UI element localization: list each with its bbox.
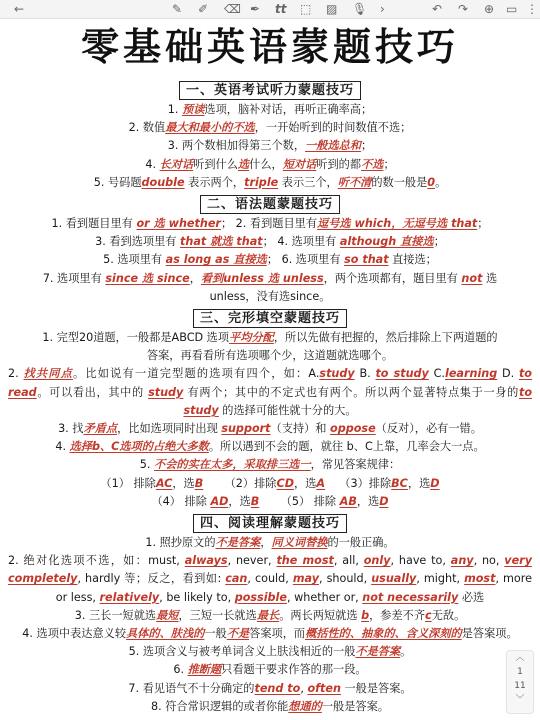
line-text: 1. 完型20道题，一般都是ABCD 选项 xyxy=(42,331,230,345)
highlighted-keyword: or 选 whether xyxy=(136,217,221,231)
tip-line xyxy=(8,661,532,679)
line-text: ，选 xyxy=(172,476,195,490)
tip-line xyxy=(8,534,532,552)
back-arrow-icon[interactable]: ← xyxy=(14,2,25,16)
tip-line xyxy=(8,270,532,288)
line-text: , no, xyxy=(473,554,505,568)
highlighted-keyword: study xyxy=(319,367,355,381)
line-text: ； xyxy=(361,139,373,153)
line-text: ； 4. 选项里有 xyxy=(262,235,340,249)
highlighted-keyword: BC xyxy=(391,476,408,490)
line-text: ，选 xyxy=(356,494,380,508)
line-text: , more or less, xyxy=(55,572,532,604)
section-heading: 一、英语考试听力蒙题技巧 xyxy=(179,81,361,100)
line-text: 7. 看见语气不十分确定的 xyxy=(128,681,255,695)
line-text: 的选择可能性就十分的大。 xyxy=(218,403,357,417)
highlighted-keyword: 同义词替换 xyxy=(271,536,328,550)
line-text: ，比如选项同时出现 xyxy=(117,422,222,436)
line-text: D. xyxy=(497,367,519,381)
line-text: 4. 选项中表达意义较 xyxy=(22,627,127,641)
page-title: 零基础英语蒙题技巧 xyxy=(80,24,459,69)
highlighted-keyword: any xyxy=(450,554,474,568)
section-heading: 二、语法题蒙题技巧 xyxy=(200,195,340,214)
line-text: ，所以先做有把握的，然后排除上下两道题的 xyxy=(273,331,498,345)
tip-line xyxy=(8,329,532,347)
line-text: ； 2. 看到题目里有 xyxy=(220,217,318,231)
section-heading: 三、完形填空蒙题技巧 xyxy=(193,309,347,328)
line-text: ，两个选项都有，题目里有 xyxy=(323,271,462,285)
window-icon[interactable]: ▭ xyxy=(506,2,518,16)
highlighted-keyword: study xyxy=(148,385,184,399)
tip-line xyxy=(8,607,532,625)
line-text: 。可以看出，其中的 xyxy=(36,385,149,399)
line-text: 5. 选项含义与被考单词含义上肤浅相近的一般 xyxy=(128,645,356,659)
line-text: 2. 绝对化选项不选，如：must, xyxy=(8,554,185,568)
line-text: 答案项，而 xyxy=(249,627,306,641)
eraser-icon[interactable]: ⌫ xyxy=(224,2,241,16)
tip-line xyxy=(8,101,532,119)
tip-line xyxy=(8,438,532,456)
line-text: , all, xyxy=(333,554,364,568)
line-text: ，三短一长就选 xyxy=(178,608,257,622)
line-text: 只看题干要求作答的那一段。 xyxy=(221,663,367,677)
tip-line xyxy=(8,493,532,511)
highlighted-keyword: 具体的、肤浅的 xyxy=(126,627,205,641)
line-text: 5. 号码题 xyxy=(93,175,142,189)
image-icon[interactable]: ▨ xyxy=(326,2,338,16)
line-text: ，一开始听到的时间数值不选； xyxy=(254,121,412,135)
line-text: 答案，再看看所有选项哪个少，这道题就选哪个。 xyxy=(146,349,394,363)
page-scroller[interactable] xyxy=(506,650,534,714)
line-text: 有两个；其中的不定式也有两个。所以两个显著特点集于一身的 xyxy=(183,385,519,399)
pen-icon[interactable]: ✒ xyxy=(250,2,261,16)
highlighted-keyword: as long as 直接选 xyxy=(165,253,267,267)
line-text: 听到什么 xyxy=(193,157,238,171)
tip-line xyxy=(8,643,532,661)
highlighted-keyword: always xyxy=(184,554,228,568)
scroll-up-icon[interactable]: ︿ xyxy=(515,653,525,663)
more-tools-chevron-icon[interactable]: › xyxy=(380,2,385,16)
line-text: 3. 两个数相加得第三个数， xyxy=(167,139,306,153)
line-text: 7. 选项里有 xyxy=(42,271,106,285)
highlighted-keyword: double xyxy=(141,175,185,189)
line-text: 1. xyxy=(167,103,182,116)
tip-line xyxy=(8,365,532,420)
highlighted-keyword: oppose xyxy=(330,422,376,436)
menu-icon[interactable]: ⋮ xyxy=(526,2,538,16)
tip-line xyxy=(8,698,532,716)
highlighted-keyword: tend to xyxy=(254,681,301,695)
highlighted-keyword: 长对话 xyxy=(159,157,194,171)
highlighted-keyword: 预读 xyxy=(182,103,205,116)
highlighted-keyword: not necessarily xyxy=(362,590,459,604)
line-text: 2. 数值 xyxy=(128,121,166,135)
line-text: （4） 排除 xyxy=(151,494,211,508)
line-text: 3. 看到选项里有 xyxy=(95,235,181,249)
marker-icon[interactable]: ✐ xyxy=(198,2,209,16)
line-text: 必选 xyxy=(458,590,485,604)
highlighted-keyword: the most xyxy=(276,554,334,568)
line-text: ，参差不齐 xyxy=(369,608,426,622)
line-text: 3. 找 xyxy=(58,422,84,436)
tip-line xyxy=(8,680,532,698)
line-text: 表示三个， xyxy=(278,175,338,189)
line-text: 1. 看到题目里有 xyxy=(51,217,137,231)
line-text: 什么， xyxy=(249,157,283,171)
highlighted-keyword: 听不清 xyxy=(337,175,372,189)
section-heading: 四、阅读理解蒙题技巧 xyxy=(193,514,347,533)
highlighted-keyword: 不是 xyxy=(226,627,250,641)
highlighted-keyword: A xyxy=(316,476,326,490)
line-text: C. xyxy=(428,367,445,381)
note-toolbar xyxy=(0,0,540,19)
highlighted-keyword: 平均分配 xyxy=(229,331,274,345)
line-text: , could, xyxy=(247,572,293,586)
line-text: 4. xyxy=(55,440,70,454)
highlighted-keyword: triple xyxy=(244,175,279,189)
line-text: 选项，脑补对话，再听正确率高； xyxy=(204,103,373,116)
highlighted-keyword: 最长 xyxy=(256,608,280,622)
tip-line xyxy=(8,456,532,474)
line-text: 5. xyxy=(139,458,155,472)
tip-line xyxy=(8,347,532,365)
highlighted-keyword: learning xyxy=(444,367,498,381)
line-text: 。所以遇到不会的题，就往 b、C上靠，几率会大一点。 xyxy=(208,440,485,454)
tip-line xyxy=(8,174,532,192)
line-text: 一般是答案。 xyxy=(340,681,412,695)
line-text: ； xyxy=(433,235,445,249)
line-text: （3）排除 xyxy=(325,476,392,490)
line-text: 3. 三长一短就选 xyxy=(74,608,157,622)
tip-line xyxy=(8,215,532,233)
line-text: , have to, xyxy=(390,554,451,568)
highlighted-keyword: although 直接选 xyxy=(339,235,434,249)
line-text: ； xyxy=(477,217,489,231)
line-text: 直接选； xyxy=(388,253,437,267)
line-text: ； 6. 选项里有 xyxy=(266,253,345,267)
line-text: 6. xyxy=(173,663,188,677)
line-text: 的数一般是 xyxy=(371,175,428,189)
line-text: , whether or, xyxy=(286,590,363,604)
highlighted-keyword: 不会的实在太多，采取排三选一 xyxy=(154,458,311,472)
line-text: 无敌。 xyxy=(431,608,466,622)
line-text: 选 xyxy=(482,271,498,285)
line-text: 5. 选项里有 xyxy=(103,253,166,267)
highlighted-keyword: that 就选 that xyxy=(180,235,263,249)
line-text: ，选 xyxy=(294,476,317,490)
highlighted-keyword: 最大和最小的不选 xyxy=(165,121,255,135)
redo-icon[interactable]: ↷ xyxy=(458,2,469,16)
highlighted-keyword: to study xyxy=(375,367,429,381)
tip-line xyxy=(8,420,532,438)
highlighted-keyword: c xyxy=(425,608,432,622)
line-text: 8. 符合常识逻辑的或者你能 xyxy=(150,699,289,713)
line-text: , should, xyxy=(319,572,372,586)
highlighted-keyword: not xyxy=(461,271,483,285)
line-text: 4. xyxy=(145,157,160,171)
highlighted-keyword: b xyxy=(361,608,370,622)
line-text: 是答案项。 xyxy=(461,627,518,641)
highlighted-keyword: support xyxy=(221,422,271,436)
highlighted-keyword: very completely xyxy=(8,554,532,586)
highlighted-keyword: 找共同点 xyxy=(23,367,73,381)
scroll-down-icon[interactable]: ﹀ xyxy=(515,695,525,705)
line-text: 2. xyxy=(8,367,24,381)
highlighted-keyword: since 选 since xyxy=(105,271,190,285)
tip-line xyxy=(8,625,532,643)
highlighted-keyword: usually xyxy=(371,572,417,586)
line-text: , xyxy=(300,681,308,695)
pencil-icon[interactable]: ✎ xyxy=(172,2,183,16)
highlighted-keyword: B xyxy=(194,476,204,490)
line-text: （支持）和 xyxy=(270,422,331,436)
highlighted-keyword: D xyxy=(430,476,440,490)
line-text: 一般 xyxy=(204,627,227,641)
text-tool-icon[interactable]: tt xyxy=(275,2,287,16)
line-text: （5） 排除 xyxy=(259,494,340,508)
highlighted-keyword: 一般选总和 xyxy=(305,139,362,153)
line-text: （反对），必有一错。 xyxy=(375,422,482,436)
tip-line xyxy=(8,137,532,155)
tip-line xyxy=(8,119,532,137)
line-text: 1. 照抄原文的 xyxy=(145,536,216,550)
tip-line xyxy=(8,156,532,174)
highlighted-keyword: 短对话 xyxy=(282,157,317,171)
highlighted-keyword: 不是答案 xyxy=(355,645,401,659)
highlighted-keyword: 选择b、C选项的占绝大多数 xyxy=(69,440,209,454)
tip-line xyxy=(8,233,532,251)
line-text: 一般是答案。 xyxy=(321,699,389,713)
highlighted-keyword: B xyxy=(250,494,260,508)
line-text: 。 xyxy=(435,175,447,189)
line-text: ， xyxy=(260,536,272,550)
line-text: （1） 排除 xyxy=(100,476,156,490)
line-text: 听到的都 xyxy=(316,157,362,171)
lasso-icon[interactable]: ⬚ xyxy=(300,2,312,16)
highlighted-keyword: may xyxy=(292,572,319,586)
highlighted-keyword: D xyxy=(379,494,389,508)
tip-line xyxy=(8,288,532,306)
microphone-icon[interactable]: 🎙 xyxy=(352,2,368,16)
highlighted-keyword: 概括性的、抽象的、含义深刻的 xyxy=(305,627,462,641)
line-text: ， xyxy=(189,271,201,285)
line-text: ，选 xyxy=(228,494,251,508)
highlighted-keyword: relatively xyxy=(99,590,160,604)
line-text: ，常见答案规律： xyxy=(310,458,401,472)
highlighted-keyword: 矛盾点 xyxy=(83,422,118,436)
highlighted-keyword: so that xyxy=(344,253,389,267)
line-text: 的一般正确。 xyxy=(327,536,395,550)
highlighted-keyword: 看到unless 选 unless xyxy=(200,271,324,285)
highlighted-keyword: AB xyxy=(339,494,357,508)
highlighted-keyword: AD xyxy=(210,494,229,508)
highlighted-keyword: most xyxy=(464,572,496,586)
line-text: ； xyxy=(383,157,395,171)
line-text: 。两长两短就选 xyxy=(279,608,362,622)
line-text: , might, xyxy=(416,572,465,586)
highlighted-keyword: 逗号选 which，无逗号选 that xyxy=(317,217,478,231)
tip-line xyxy=(8,475,532,493)
highlighted-keyword: 0 xyxy=(427,175,436,189)
line-text: ，选 xyxy=(407,476,431,490)
line-text: 。比如说有一道完型题的选项有四个，如：A. xyxy=(73,367,320,381)
highlighted-keyword: 推断题 xyxy=(187,663,222,677)
tip-line xyxy=(8,251,532,269)
highlighted-keyword: often xyxy=(307,681,341,695)
highlighted-keyword: to read xyxy=(8,367,532,399)
add-page-icon[interactable]: ⊕ xyxy=(484,2,495,16)
line-text: , never, xyxy=(227,554,277,568)
line-text: （2）排除 xyxy=(203,476,277,490)
highlighted-keyword: 选 xyxy=(237,157,250,171)
line-text: 。 xyxy=(400,645,412,659)
highlighted-keyword: AC xyxy=(155,476,173,490)
highlighted-keyword: 不选 xyxy=(361,157,384,171)
line-text: , hardly 等；反之，看到如: xyxy=(77,572,226,586)
line-text: , be likely to, xyxy=(159,590,235,604)
line-text: 表示两个， xyxy=(184,175,245,189)
line-text: unless，没有选since。 xyxy=(209,289,331,303)
highlighted-keyword: CD xyxy=(276,476,294,490)
tip-line xyxy=(8,552,532,607)
line-text: B. xyxy=(354,367,376,381)
highlighted-keyword: possible xyxy=(234,590,287,604)
note-content xyxy=(8,78,532,716)
highlighted-keyword: 最短 xyxy=(156,608,179,622)
highlighted-keyword: can xyxy=(225,572,248,586)
highlighted-keyword: to study xyxy=(183,385,533,417)
highlighted-keyword: only xyxy=(363,554,391,568)
current-page-number: 1 xyxy=(517,667,523,677)
total-page-count: 11 xyxy=(514,681,526,691)
highlighted-keyword: 不是答案 xyxy=(215,536,261,550)
highlighted-keyword: 想通的 xyxy=(288,699,322,713)
undo-icon[interactable]: ↶ xyxy=(432,2,443,16)
